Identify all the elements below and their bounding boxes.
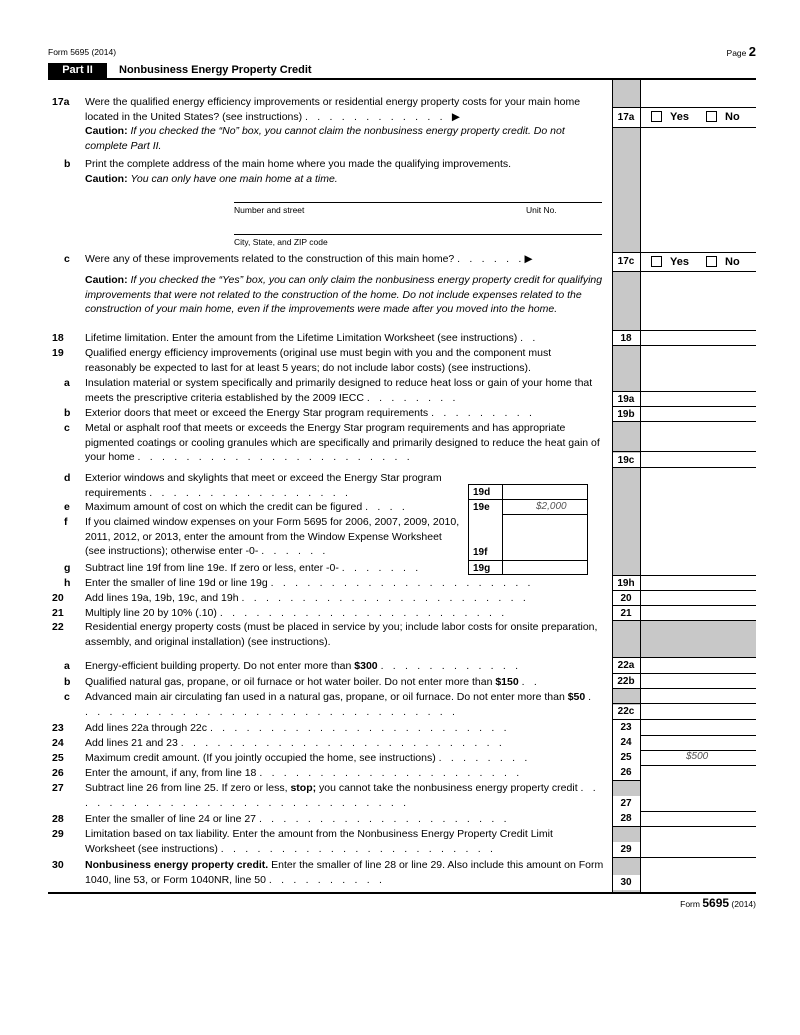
box-19g: 19g <box>468 560 502 575</box>
address-city-field[interactable] <box>234 234 602 235</box>
form-grid <box>48 80 756 892</box>
box-21: 21 <box>612 605 640 621</box>
line-25-text: Maximum credit amount. (If you jointly occupied the home, see instructions) . . . . . . . . <box>85 752 531 764</box>
line-29-text: Limitation based on tax liability. Enter the amount from the Nonbusiness Energy Property Credit Limit Worksheet (see instructions) . . . . . . . . . . . . . . . . . . . . . . . <box>85 828 553 855</box>
line-letter: f <box>64 516 68 528</box>
bottom-rule <box>48 892 756 894</box>
line-number: 30 <box>52 859 64 871</box>
box-22a: 22a <box>612 658 640 673</box>
line-letter: c <box>64 691 70 703</box>
box-19c: 19c <box>612 453 640 468</box>
line-28-text: Enter the smaller of line 24 or line 27 . . . . . . . . . . . . . . . . . . . . . <box>85 813 510 825</box>
line-letter: c <box>64 422 70 434</box>
box-20: 20 <box>612 590 640 606</box>
line-letter: c <box>64 253 70 265</box>
line-number: 22 <box>52 621 64 633</box>
form-footer: Form 5695 (2014) <box>680 896 756 910</box>
line-number: 29 <box>52 828 64 840</box>
part-header <box>48 63 756 80</box>
line-19d-text: Exterior windows and skylights that meet or exceed the Energy Star program requirements . . . . . . . . . . . . . . . . . <box>85 472 442 499</box>
line-letter: h <box>64 577 71 589</box>
line-number: 25 <box>52 752 64 764</box>
box-25: 25 <box>612 750 640 765</box>
checkbox-17c-yes[interactable] <box>651 256 662 267</box>
checkbox-17c-no[interactable] <box>706 256 717 267</box>
amount-19d-field[interactable] <box>502 484 588 499</box>
line-22b-text: Qualified natural gas, propane, or oil furnace or hot water boiler. Do not enter more than $150 . . <box>85 676 540 688</box>
part-title: Nonbusiness Energy Property Credit <box>119 64 312 76</box>
line-19f-text: If you claimed window expenses on your Form 5695 for 2006, 2007, 2009, 2010, 2011, 2012, or 2013, enter the amount from the Window Expense Worksheet (see instructions); otherwise enter -0- . . . . . . <box>85 516 460 558</box>
line-number: 26 <box>52 767 64 779</box>
line-26-text: Enter the amount, if any, from line 18 . . . . . . . . . . . . . . . . . . . . . . <box>85 767 523 779</box>
line-letter: b <box>64 676 71 688</box>
line-number: 18 <box>52 332 64 344</box>
label-yes: Yes <box>670 111 689 123</box>
amount-25-value: $500 <box>686 751 709 762</box>
box-30: 30 <box>612 875 640 890</box>
line-21-text: Multiply line 20 by 10% (.10) . . . . . . . . . . . . . . . . . . . . . . . . <box>85 607 508 619</box>
box-29: 29 <box>612 842 640 857</box>
line-letter: a <box>64 377 70 389</box>
line-19a-text: Insulation material or system specifically and primarily designed to reduce heat loss or gain of your home that meets the prescriptive criteria established by the 2009 IECC . . . . . . . . <box>85 377 593 404</box>
box-19e: 19e <box>468 499 502 514</box>
line-22-text: Residential energy property costs (must be placed in service by you; include labor costs for onsite preparation, assembly, and original installation) (see instructions). <box>85 621 598 648</box>
line-letter: b <box>64 158 71 170</box>
line-19h-text: Enter the smaller of line 19d or line 19g . . . . . . . . . . . . . . . . . . . . . . <box>85 577 534 589</box>
line-30-text: Nonbusiness energy property credit. Enter the smaller of line 28 or line 29. Also include this amount on Form 1040, line 53, or Form 1040NR, line 50 . . . . . . . . . . <box>85 859 604 886</box>
line-letter: e <box>64 501 70 513</box>
box-18: 18 <box>612 330 640 346</box>
line-letter: g <box>64 562 71 574</box>
line-19b-text: Exterior doors that meet or exceed the Energy Star program requirements . . . . . . . . . <box>85 407 536 419</box>
line-17b-text: Print the complete address of the main home where you made the qualifying improvements. Caution: You can only have one main home at a time. <box>85 158 512 185</box>
line-number: 20 <box>52 592 64 604</box>
city-label: City, State, and ZIP code <box>234 237 328 247</box>
checkbox-17a-no[interactable] <box>706 111 717 122</box>
line-17c-text: Were any of these improvements related to the construction of this main home? . . . . . .▶ <box>85 253 533 265</box>
line-17c-caution: Caution: If you checked the “Yes” box, you can only claim the nonbusiness energy property credit for qualifying improvements that were not related to the construction of the home. Do not include expenses related to the construction of your main home, even if the improvements were made after you moved into the home. <box>85 274 603 316</box>
box-19a: 19a <box>612 391 640 407</box>
label-yes: Yes <box>670 256 689 268</box>
page-indicator: Page 2 <box>726 44 756 59</box>
box-19h: 19h <box>612 575 640 591</box>
part-label: Part II <box>48 63 107 78</box>
line-19-text: Qualified energy efficiency improvements (original use must begin with you and the component must reasonably be expected to last for at least 5 years; do not include labor costs) (see instructions). <box>85 347 552 374</box>
line-22c-text: Advanced main air circulating fan used in a natural gas, propane, or oil furnace. Do not enter more than $50 . . . . . . . . . . . . . . . . . . . . . . . . . . . . . . . . <box>85 691 595 718</box>
checkbox-17a-yes[interactable] <box>651 111 662 122</box>
line-18-text: Lifetime limitation. Enter the amount from the Lifetime Limitation Worksheet (see instructions) . . <box>85 332 539 344</box>
box-17c: 17c <box>612 253 640 271</box>
box-22b: 22b <box>612 673 640 689</box>
box-26: 26 <box>612 765 640 780</box>
box-27: 27 <box>612 796 640 811</box>
line-letter: b <box>64 407 71 419</box>
box-17a: 17a <box>612 107 640 128</box>
line-27-text: Subtract line 26 from line 25. If zero or less, stop; you cannot take the nonbusiness energy property credit . . . . . . . . . . . . . . . . . . . . . . . . . . . . . <box>85 782 599 809</box>
box-19d: 19d <box>468 484 502 499</box>
page-number: 2 <box>748 44 756 59</box>
amount-19e-value: $2,000 <box>536 501 567 512</box>
label-no: No <box>725 111 740 123</box>
line-letter: a <box>64 660 70 672</box>
amount-19f-field[interactable] <box>502 514 588 560</box>
line-number: 19 <box>52 347 64 359</box>
box-19b: 19b <box>612 406 640 422</box>
box-23: 23 <box>612 720 640 735</box>
form-page <box>48 40 756 1030</box>
line-number: 24 <box>52 737 64 749</box>
line-letter: d <box>64 472 71 484</box>
line-number: 23 <box>52 722 64 734</box>
box-19f: 19f <box>468 545 502 560</box>
box-28: 28 <box>612 811 640 826</box>
line-20-text: Add lines 19a, 19b, 19c, and 19h . . . . . . . . . . . . . . . . . . . . . . . . <box>85 592 529 604</box>
line-22a-text: Energy-efficient building property. Do not enter more than $300 . . . . . . . . . . . . <box>85 660 522 672</box>
line-19g-text: Subtract line 19f from line 19e. If zero or less, enter -0- . . . . . . . <box>85 562 422 574</box>
box-24: 24 <box>612 735 640 750</box>
form-id: Form 5695 (2014) <box>48 47 117 57</box>
line-24-text: Add lines 21 and 23 . . . . . . . . . . . . . . . . . . . . . . . . . . . <box>85 737 505 749</box>
line-number: 27 <box>52 782 64 794</box>
line-19c-text: Metal or asphalt roof that meets or exceeds the Energy Star program requirements and has appropriate pigmented coatings or cooling granules which are specifically and primarily designed to reduce the heat gain of your home . . . . . . . . . . . . . . . . . . . . . . . <box>85 422 600 464</box>
amount-19g-field[interactable] <box>502 560 588 575</box>
line-17a-text: Were the qualified energy efficiency improvements or residential energy property costs for your main home located in the United States? (see instructions) . . . . . . . . . . . . ▶ Caution: If you checked the “No” box, you cannot claim the nonbusiness energy property credit. Do not complete Part II. <box>85 96 581 152</box>
line-19e-text: Maximum amount of cost on which the credit can be figured . . . . <box>85 501 408 513</box>
line-number: 17a <box>52 96 70 108</box>
box-22c: 22c <box>612 705 640 719</box>
line-number: 28 <box>52 813 64 825</box>
street-label: Number and street <box>234 205 305 215</box>
label-no: No <box>725 256 740 268</box>
address-street-field[interactable] <box>234 202 602 203</box>
line-23-text: Add lines 22a through 22c . . . . . . . . . . . . . . . . . . . . . . . . . <box>85 722 510 734</box>
line-number: 21 <box>52 607 64 619</box>
unit-label: Unit No. <box>526 205 557 215</box>
